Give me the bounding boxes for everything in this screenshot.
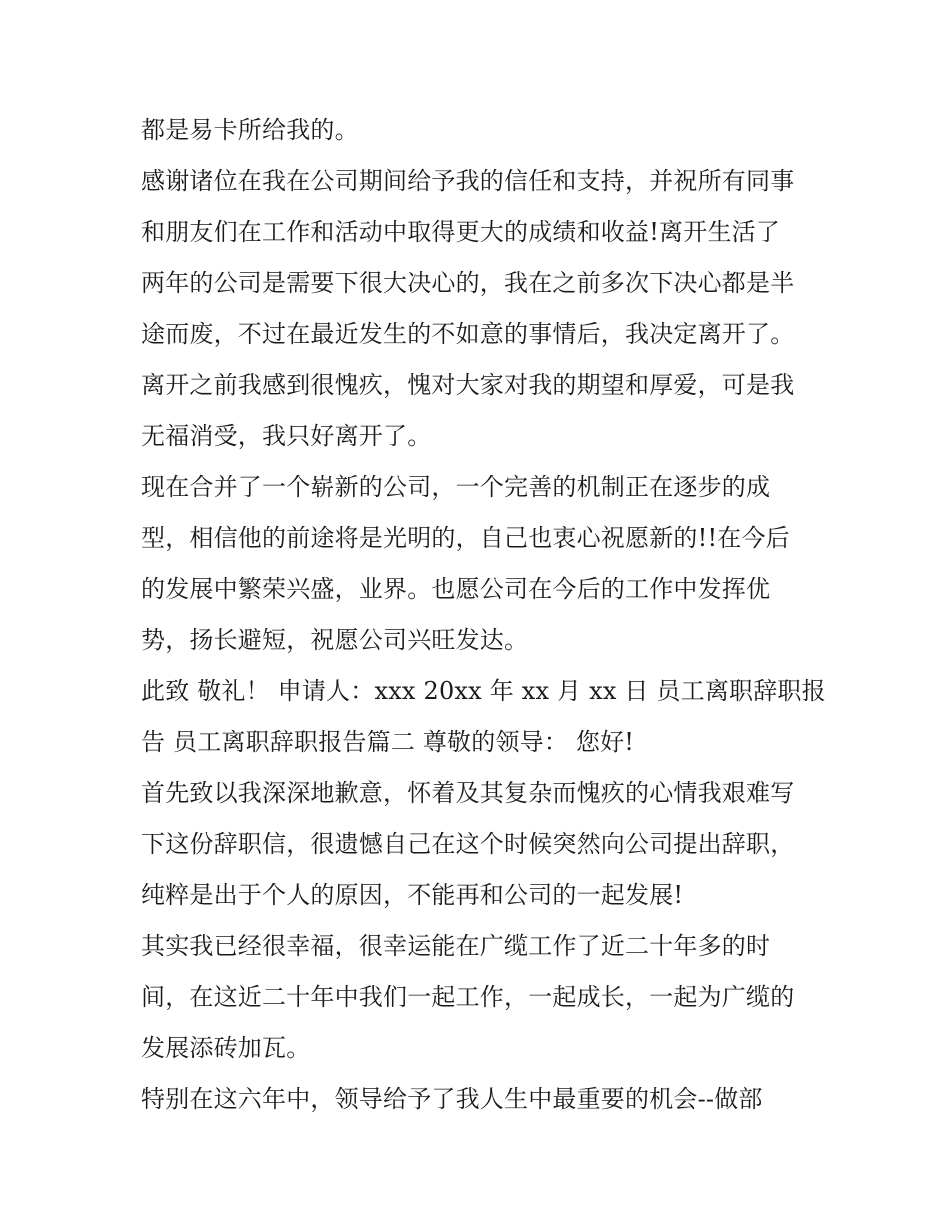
text-line: 纯粹是出于个人的原因，不能再和公司的一起发展! <box>141 881 684 909</box>
text-line: 型，相信他的前途将是光明的，自己也衷心祝愿新的!!在今后 <box>141 524 790 552</box>
text-line: 告 员工离职辞职报告篇二 尊敬的领导： 您好! <box>141 728 635 756</box>
text-line: 两年的公司是需要下很大决心的，我在之前多次下决心都是半 <box>141 269 795 297</box>
text-line: 都是易卡所给我的。 <box>141 116 359 144</box>
text-line: 势，扬长避短，祝愿公司兴旺发达。 <box>141 626 529 654</box>
text-line: 途而废，不过在最近发生的不如意的事情后，我决定离开了。 <box>141 320 795 348</box>
text-line: 感谢诸位在我在公司期间给予我的信任和支持，并祝所有同事 <box>141 167 795 195</box>
text-line: 特别在这六年中，领导给予了我人生中最重要的机会--做部 <box>141 1085 763 1113</box>
text-line: 首先致以我深深地歉意，怀着及其复杂而愧疚的心情我艰难写 <box>141 779 795 807</box>
text-line: 间，在这近二十年中我们一起工作，一起成长，一起为广缆的 <box>141 983 795 1011</box>
text-line: 发展添砖加瓦。 <box>141 1034 311 1062</box>
text-line: 其实我已经很幸福，很幸运能在广缆工作了近二十年多的时 <box>141 932 771 960</box>
text-line: 离开之前我感到很愧疚，愧对大家对我的期望和厚爱，可是我 <box>141 371 795 399</box>
text-line: 和朋友们在工作和活动中取得更大的成绩和收益!离开生活了 <box>141 218 781 246</box>
text-line: 的发展中繁荣兴盛，业界。也愿公司在今后的工作中发挥优 <box>141 575 771 603</box>
text-line: 下这份辞职信，很遗憾自己在这个时候突然向公司提出辞职， <box>141 830 795 858</box>
text-line: 现在合并了一个崭新的公司，一个完善的机制正在逐步的成 <box>141 473 771 501</box>
text-line: 此致 敬礼！ 申请人：xxx 20xx 年 xx 月 xx 日 员工离职辞职报 <box>141 677 826 705</box>
text-line: 无福消受，我只好离开了。 <box>141 422 432 450</box>
